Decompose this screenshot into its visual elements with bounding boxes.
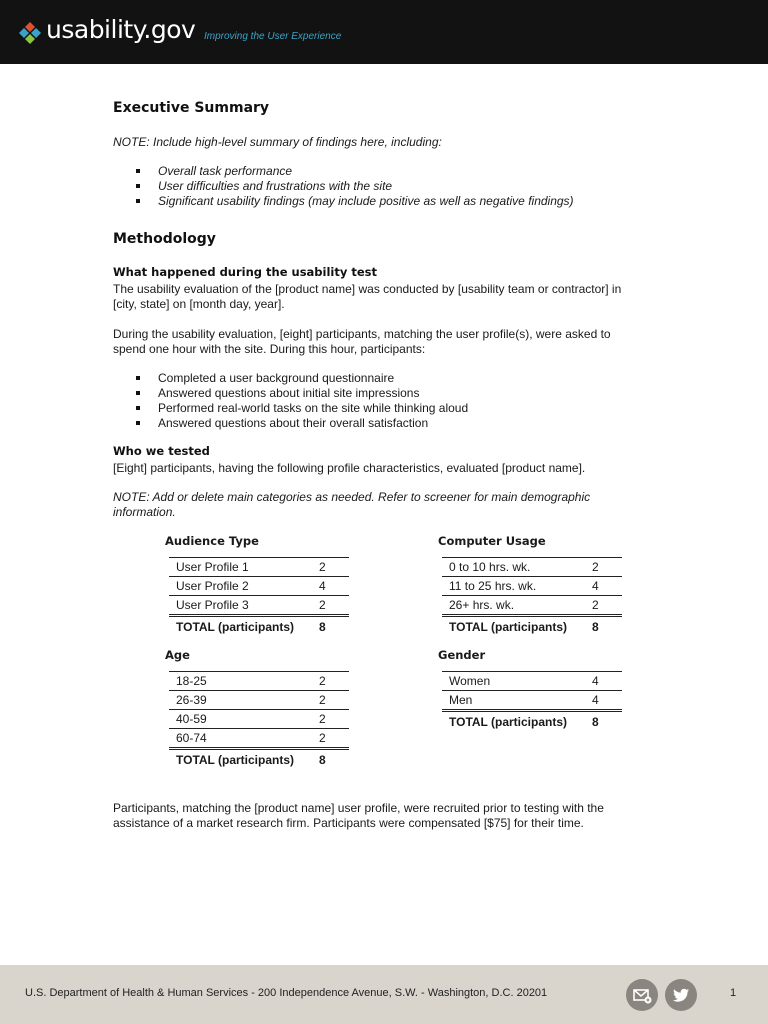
site-header — [0, 0, 768, 64]
executive-summary-note: NOTE: Include high-level summary of findings here, including: — [113, 135, 442, 149]
page-number: 1 — [730, 987, 737, 999]
paragraph-line: Participants, matching the [product name] user profile, were recruited prior to testing with the — [113, 801, 604, 815]
row-value: 4 — [592, 691, 622, 711]
gender-table — [442, 671, 622, 732]
table-total-row — [442, 616, 622, 638]
page-footer — [0, 965, 768, 1024]
total-label: TOTAL (participants) — [442, 616, 592, 638]
list-item: Significant usability findings (may include positive as well as negative findings) — [113, 194, 574, 209]
table-row — [169, 577, 349, 596]
what-happened-paragraph-1 — [113, 282, 653, 312]
who-we-tested-note — [113, 490, 653, 520]
what-happened-bullets — [113, 371, 468, 431]
total-label: TOTAL (participants) — [169, 749, 319, 771]
row-label: User Profile 1 — [169, 558, 319, 577]
recruitment-paragraph — [113, 801, 653, 831]
what-happened-heading: What happened during the usability test — [113, 265, 377, 279]
row-label: 26-39 — [169, 691, 319, 710]
row-label: 18-25 — [169, 672, 319, 691]
table-row — [442, 596, 622, 616]
footer-address: U.S. Department of Health & Human Services - 200 Independence Avenue, S.W. - Washington, D.C. 20201 — [25, 987, 548, 999]
row-value: 2 — [319, 558, 349, 577]
site-logo-text[interactable]: usability.gov — [46, 15, 196, 44]
paragraph-line: information. — [113, 505, 176, 519]
row-value: 2 — [592, 558, 622, 577]
row-label: 60-74 — [169, 729, 319, 749]
table-total-row — [169, 749, 349, 771]
row-label: 26+ hrs. wk. — [442, 596, 592, 616]
row-value: 2 — [319, 672, 349, 691]
paragraph-line: assistance of a market research firm. Participants were compensated [$75] for their time. — [113, 816, 584, 830]
row-label: Men — [442, 691, 592, 711]
total-value: 8 — [319, 749, 349, 771]
paragraph-line: During the usability evaluation, [eight] participants, matching the user profile(s), were asked to — [113, 327, 611, 341]
list-item: Performed real-world tasks on the site while thinking aloud — [113, 401, 468, 416]
audience-type-title: Audience Type — [165, 534, 259, 548]
row-value: 4 — [592, 577, 622, 596]
row-label: 0 to 10 hrs. wk. — [442, 558, 592, 577]
table-row — [442, 577, 622, 596]
row-value: 2 — [319, 710, 349, 729]
what-happened-paragraph-2 — [113, 327, 653, 357]
row-label: 40-59 — [169, 710, 319, 729]
gender-title: Gender — [438, 648, 486, 662]
paragraph-line: The usability evaluation of the [product name] was conducted by [usability team or contractor] in — [113, 282, 622, 296]
email-signup-icon — [632, 985, 652, 1005]
total-value: 8 — [319, 616, 349, 638]
methodology-heading: Methodology — [113, 231, 216, 247]
total-label: TOTAL (participants) — [442, 711, 592, 733]
list-item: User difficulties and frustrations with the site — [113, 179, 574, 194]
age-table — [169, 671, 349, 770]
table-total-row — [169, 616, 349, 638]
computer-usage-title: Computer Usage — [438, 534, 546, 548]
list-item: Overall task performance — [113, 164, 574, 179]
list-item: Answered questions about their overall satisfaction — [113, 416, 468, 431]
list-item: Answered questions about initial site impressions — [113, 386, 468, 401]
table-row — [442, 691, 622, 711]
total-label: TOTAL (participants) — [169, 616, 319, 638]
table-row — [169, 558, 349, 577]
table-row — [442, 672, 622, 691]
row-value: 2 — [592, 596, 622, 616]
row-label: 11 to 25 hrs. wk. — [442, 577, 592, 596]
executive-summary-bullets — [113, 164, 574, 209]
row-value: 2 — [319, 729, 349, 749]
row-value: 4 — [592, 672, 622, 691]
executive-summary-heading: Executive Summary — [113, 100, 270, 116]
email-signup-button[interactable] — [626, 979, 658, 1011]
table-row — [442, 558, 622, 577]
twitter-icon — [671, 985, 691, 1005]
total-value: 8 — [592, 616, 622, 638]
computer-usage-table — [442, 557, 622, 637]
table-row — [169, 710, 349, 729]
twitter-button[interactable] — [665, 979, 697, 1011]
row-value: 2 — [319, 596, 349, 616]
list-item: Completed a user background questionnaire — [113, 371, 468, 386]
row-value: 4 — [319, 577, 349, 596]
total-value: 8 — [592, 711, 622, 733]
row-label: Women — [442, 672, 592, 691]
table-row — [169, 596, 349, 616]
site-tagline: Improving the User Experience — [204, 31, 342, 42]
table-row — [169, 729, 349, 749]
table-row — [169, 691, 349, 710]
who-we-tested-intro: [Eight] participants, having the following profile characteristics, evaluated [product name]. — [113, 461, 586, 475]
row-label: User Profile 2 — [169, 577, 319, 596]
paragraph-line: [city, state] on [month day, year]. — [113, 297, 285, 311]
paragraph-line: NOTE: Add or delete main categories as needed. Refer to screener for main demographic — [113, 490, 591, 504]
audience-type-table — [169, 557, 349, 637]
who-we-tested-heading: Who we tested — [113, 444, 210, 458]
row-value: 2 — [319, 691, 349, 710]
table-total-row — [442, 711, 622, 733]
usability-logo-icon[interactable] — [19, 22, 41, 44]
paragraph-line: spend one hour with the site. During this hour, participants: — [113, 342, 426, 356]
row-label: User Profile 3 — [169, 596, 319, 616]
age-title: Age — [165, 648, 190, 662]
table-row — [169, 672, 349, 691]
